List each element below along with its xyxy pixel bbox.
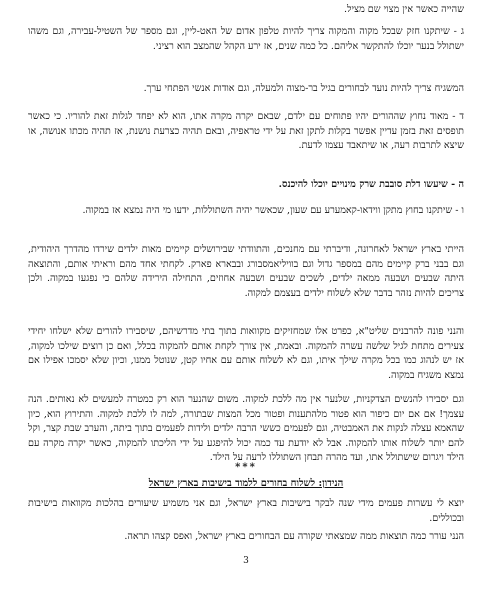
section-heading: הנידון: לשלוח בחורים ללמוד בישיבות בארץ ישראל bbox=[148, 478, 344, 489]
paragraph-rabbis: והנני פונה להרבנים שליט"א, כפרט אלו שמחזיקים מקוואות בתוך בתי מדרשיהם, שיסבירו להורים שלא ישלחו יחידי צעירים מתחת לגיל שלשה עשרה להמקוה. ובאמת, אין צורך לקחת אותם להמקוה בכלל, ואם כן רוצים שילכו למקוה, אז יש לנהוג כמו בכל מקרה שילך איתו, וגם לא לשלוח אותם עם אחיו קטן, שנוטל ממנו, וכיון שלא יסמכו אפילו אם נמצא משגיח במקוה. bbox=[28, 326, 464, 381]
paragraph-yeshivot: יוצא לי עשרות פעמים מידי שנה לבקר בישיבות בארץ ישראל, וגם אני משמיע שיעורים בהלכות מקוואות בישיבות ובכוללים. bbox=[28, 498, 464, 524]
paragraph-israel: הייתי בארץ ישראל לאחרונה, ודיברתי עם מחנכים, והתוודתי שבירושלים קיימים מאות ילדים שירדו מהדרך היהודית, וגם בבני ברק קיימים מהם במספר גדול וגם בוויליאמסבורג ובבארא פארק. לקחתי אחד מהם וראיתי אותם, והתוצאה היתה שבעים ושבעה ממאה ילדים, לשכים שבעים ושבעה אחוזים, התחילה הירידה שלהם כי נפגעו במקוה. ולכן צריכים להיות נזהר בדבר שלא לשלוח ילדים בעצמם למקוה. bbox=[28, 244, 464, 299]
paragraph-last: הנני עורר כמה תוצאות ממה שמצאתי שקורה עם הבחורים בארץ ישראל, ואפס קצהו תראה. bbox=[124, 531, 464, 542]
top-line: שהייה כאשר אין מצוי שם מציל. bbox=[343, 4, 464, 15]
item-v: ו - שיתקנו בחוץ מתקן ווידאו-קאמערע עם שעון, שכאשר יהיה השתוללות, ידעו מי היה נמצא אז במקוה. bbox=[82, 205, 464, 216]
paragraph-age: המשגיח צריך להיות נועד לבחורים בגיל בר-מצוה ולמעלה, וגם אודות אנשי הפתחי ערך. bbox=[143, 83, 464, 94]
item-h: ה - שיעשו דלת סובבת שרק מינויים יוכלו להיכנס. bbox=[278, 179, 464, 190]
item-g: ג - שיתקנו חזק שבכל מקוה והמקוה צריך להיות טלפון אדום של האט-ליין, וגם מספר של השטיל-עבירה, וגם משהו ישתולל בנער יוכלו להתקשר אליהם. כל כמה שנים, אז ירע הקהל שהמצב הוא רציני. bbox=[28, 26, 464, 52]
page-number: 3 bbox=[243, 556, 249, 566]
document-page bbox=[28, 0, 464, 600]
item-d: ד - מאוד נחוץ שההורים יהיו פתוחים עם ילדם, שבאם יקרה מקרה אתו, הוא לא יפחד לגלות זאת להוריו. כי כאשר תופסים זאת בזמן עדיין אפשר בקלות לתקן זאת על ידי טראפיה, ובאם תהיה כצרעת נושנת, אז תהיה מכתו אנושה, או שיצא לתרבות רעה, או שיתאבד עצמו לדעת. bbox=[28, 111, 464, 152]
section-separator: *** bbox=[235, 462, 257, 473]
paragraph-explain: וגם יסבירו להנשים הצדקניות, שלנער אין מה ללכת למקוה. משום שהנער הוא רק כמטרה למעשים לא נאותים. הנה עצמך! אם אם יום כיפור הוא פטור מלהתענות ופטור מכל המצות שבתורה, למה לו ללכת למקוה. והתירוץ הוא, כיון שהאמא עצלה לנקות את האמבטיה, וגם לפעמים כששי הרבה ילדים ולידות לפעמים בתוך ביתה, והערב שבת קצר, וקל להם יותר לשלוח אותו להמקוה. אבל לא יודעת עד כמה יכול להיפגע על ידי הליכתו להמקוה, כאשר יקרה מקרה עם הילד ויגרום שישתולל אתו, ועד מהרה תבחן השתוללו לרעה על הילד. bbox=[28, 394, 464, 464]
